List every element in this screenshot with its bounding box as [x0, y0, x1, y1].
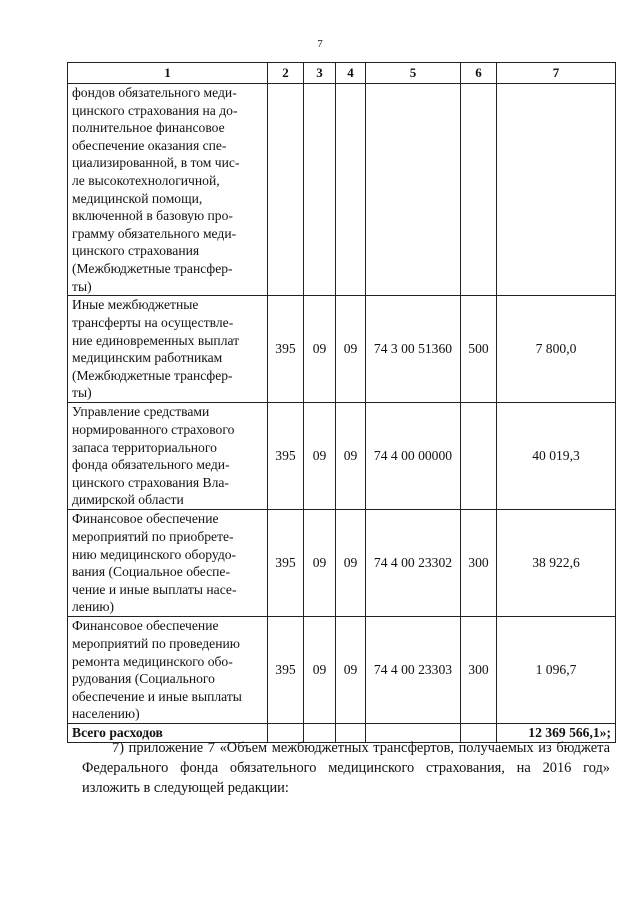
cell-amount [497, 84, 616, 296]
header-cell: 2 [268, 63, 304, 84]
cell-target-article: 74 4 00 00000 [366, 403, 461, 510]
table-row [68, 510, 616, 617]
table-row [68, 403, 616, 510]
cell-amount: 38 922,6 [497, 510, 616, 617]
paragraph-line: 7) приложение 7 «Объем межбюджетных трансфертов, получаемых из [112, 740, 552, 756]
cell-admin [268, 84, 304, 296]
cell-section: 09 [304, 403, 336, 510]
cell-admin: 395 [268, 403, 304, 510]
cell-amount: 7 800,0 [497, 296, 616, 403]
cell-target-article [366, 84, 461, 296]
header-cell: 6 [461, 63, 497, 84]
cell-section: 09 [304, 617, 336, 724]
cell-target-article: 74 4 00 23303 [366, 617, 461, 724]
cell-section: 09 [304, 510, 336, 617]
header-cell: 3 [304, 63, 336, 84]
budget-table [67, 62, 616, 743]
header-cell: 4 [336, 63, 366, 84]
cell-amount: 1 096,7 [497, 617, 616, 724]
header-cell: 5 [366, 63, 461, 84]
cell-expense-type: 300 [461, 510, 497, 617]
cell-section [304, 84, 336, 296]
cell-admin: 395 [268, 510, 304, 617]
cell-expense-type [461, 84, 497, 296]
row-description: Финансовое обеспечение мероприятий по проведению ремонта медицинского обо- рудования (Социального обеспечение и иные выплаты населению) [68, 617, 268, 724]
table-row [68, 84, 616, 296]
cell-subsection: 09 [336, 617, 366, 724]
cell-expense-type: 500 [461, 296, 497, 403]
row-description: Управление средствами нормированного страхового запаса территориального фонда обязательного меди- цинского страхования Вла- димирской области [68, 403, 268, 510]
cell-expense-type [461, 403, 497, 510]
cell-subsection [336, 84, 366, 296]
header-cell: 7 [497, 63, 616, 84]
table-row [68, 296, 616, 403]
cell-subsection: 09 [336, 296, 366, 403]
cell-admin: 395 [268, 296, 304, 403]
header-cell: 1 [68, 63, 268, 84]
cell-amount: 40 019,3 [497, 403, 616, 510]
cell-subsection: 09 [336, 510, 366, 617]
table-row [68, 617, 616, 724]
row-description: Финансовое обеспечение мероприятий по приобрете- нию медицинского оборудо- вания (Социальное обеспе- чение и иные выплаты насе- лению) [68, 510, 268, 617]
total-label: Всего расходов [68, 724, 268, 743]
table-header-row [68, 63, 616, 84]
cell-target-article: 74 3 00 51360 [366, 296, 461, 403]
total-value: 12 369 566,1»; [497, 724, 616, 743]
paragraph-line: бюджета Федерального фонда обязательного медицинского страхования, на 2016 [82, 740, 610, 776]
cell-admin: 395 [268, 617, 304, 724]
page-number: 7 [317, 38, 323, 50]
cell-section: 09 [304, 296, 336, 403]
row-description: фондов обязательного меди- цинского страхования на до- полнительное финансовое обеспечение оказания спе- циализированной, в том чис- ле высокотехнологичной, медицинской помощи, включенной в базовую про- грамму обязательного меди- цинского страхования (Межбюджетные трансфер- ты) [68, 84, 268, 296]
paragraph-line: год» изложить в следующей редакции: [82, 760, 610, 796]
cell-target-article: 74 4 00 23302 [366, 510, 461, 617]
row-description: Иные межбюджетные трансферты на осуществле- ние единовременных выплат медицинским работникам (Межбюджетные трансфер- ты) [68, 296, 268, 403]
cell-subsection: 09 [336, 403, 366, 510]
cell-expense-type: 300 [461, 617, 497, 724]
amendment-paragraph [82, 738, 610, 798]
